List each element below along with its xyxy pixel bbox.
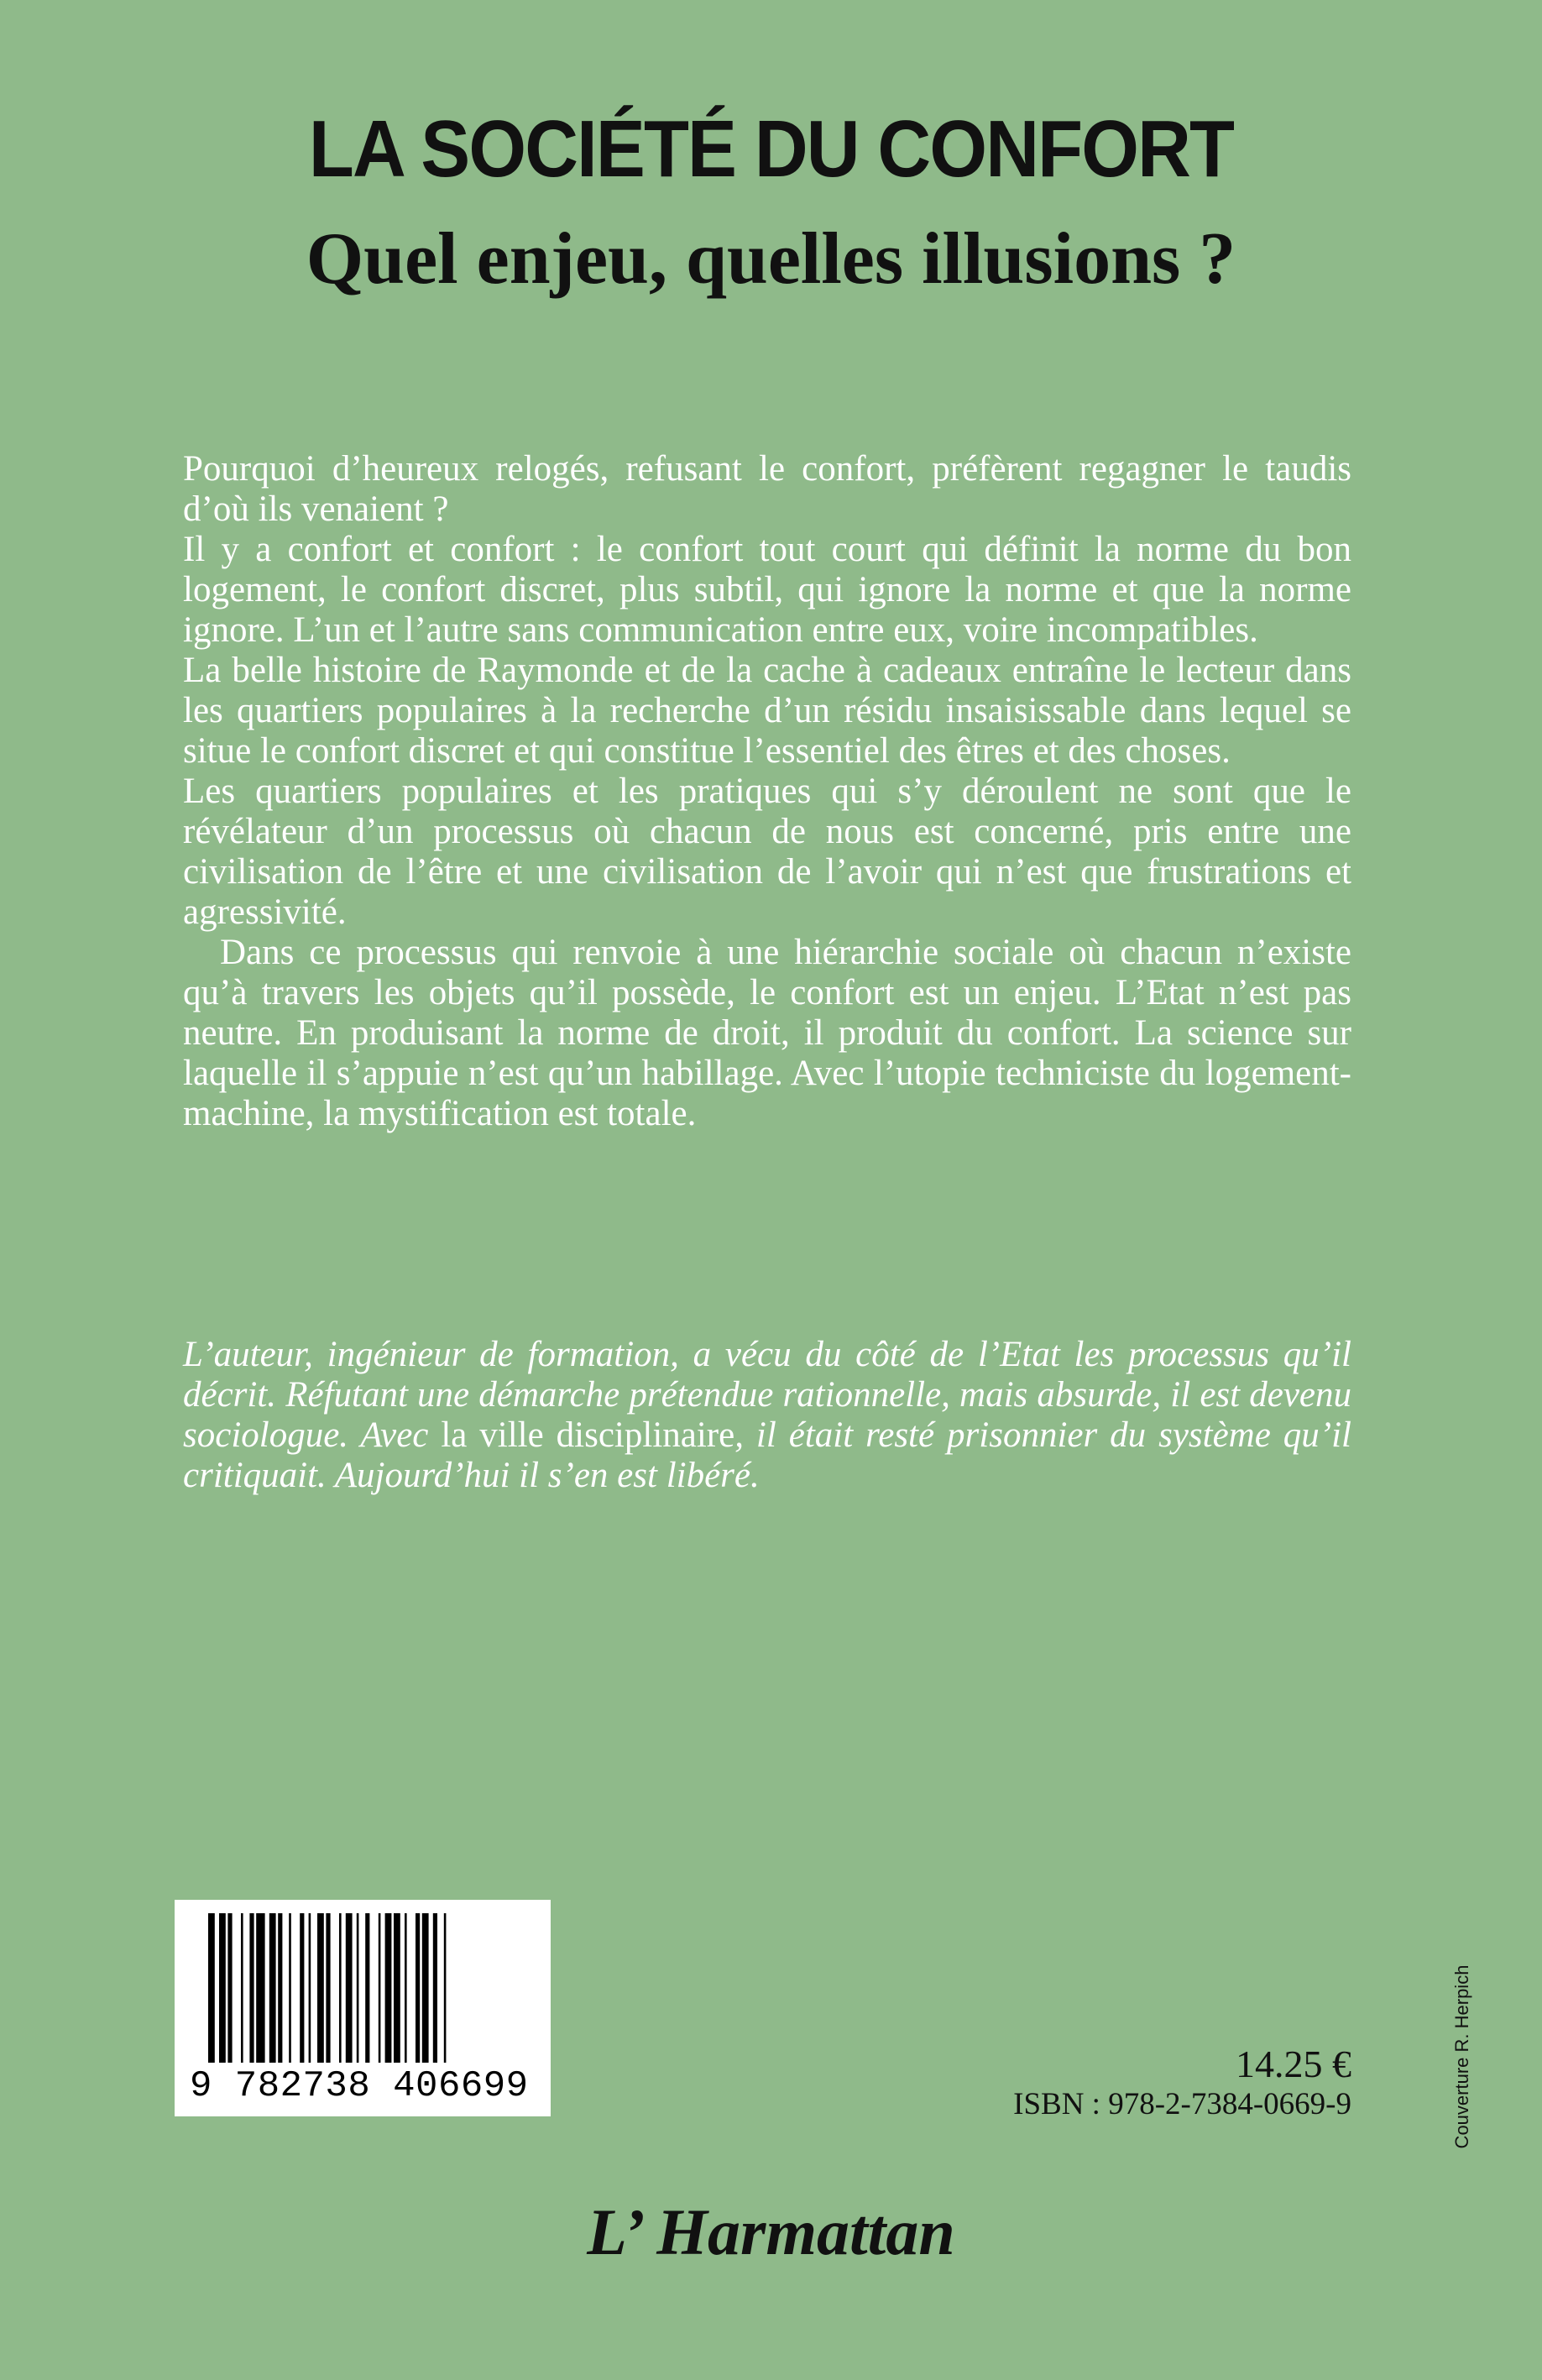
blurb-paragraph: La belle histoire de Raymonde et de la cache à cadeaux entraîne le lecteur dans les quartiers populaires à la recherche d’un résidu insaisissable dans lequel se situe le confort discret et qui constitue l’essentiel des êtres et des choses. — [183, 651, 1351, 771]
barcode-bar — [227, 1913, 232, 2063]
author-note-text: L’auteur, ingénieur de formation, a vécu du côté de l’Etat les processus qu’il décrit. Réfutant une démarche prétendue rationnelle, mais absurde, il est devenu sociologue. Avec — [183, 1335, 1351, 1455]
barcode-bar — [256, 1913, 264, 2063]
barcode-bar — [269, 1913, 276, 2063]
barcode-bar — [208, 1913, 215, 2063]
barcode-bar — [339, 1913, 342, 2063]
isbn: ISBN : 978-2-7384-0669-9 — [1013, 2087, 1351, 2121]
blurb — [183, 449, 1351, 1134]
barcode-bar — [422, 1913, 429, 2063]
barcode-bar — [300, 1913, 304, 2063]
price: 14.25 € — [1236, 2043, 1351, 2085]
barcode-bar — [385, 1913, 392, 2063]
barcode-bar — [326, 1913, 330, 2063]
barcode-bar — [416, 1913, 420, 2063]
barcode-bar — [241, 1913, 243, 2063]
barcode-bar — [379, 1913, 381, 2063]
blurb-paragraph: Les quartiers populaires et les pratiques qui s’y déroulent ne sont que le révélateur d’un processus où chacun de nous est concerné, pris entre une civilisation de l’être et une civilisation de l’avoir qui n’est que frustrations et agressivité. — [183, 772, 1351, 932]
blurb-paragraph: Il y a confort et confort : le confort tout court qui définit la norme du bon logement, le confort discret, plus subtil, qui ignore la norme et que la norme ignore. L’un et l’autre sans communication entre eux, voire incompatibles. — [183, 530, 1351, 650]
barcode-bar — [219, 1913, 226, 2063]
cover-credit-text: Couverture R. Herpich — [1451, 1964, 1472, 2149]
blurb-paragraph: Dans ce processus qui renvoie à une hiérarchie sociale où chacun n’existe qu’à travers les objets qu’il possède, le confort est un enjeu. L’Etat n’est pas neutre. En produisant la norme de droit, il produit du confort. La science sur laquelle il s’appuie n’est qu’un habillage. Avec l’utopie techniciste du logement-machine, la mystification est totale. — [183, 933, 1351, 1133]
book-title: LA SOCIÉTÉ DU CONFORT — [308, 104, 1234, 194]
barcode-bar — [346, 1913, 353, 2063]
barcode-bar — [317, 1913, 324, 2063]
barcode-digits: 9 782738 406699 — [190, 2065, 529, 2107]
barcode-bar — [405, 1913, 407, 2063]
book-subtitle: Quel enjeu, quelles illusions ? — [306, 218, 1236, 300]
barcode-bar — [444, 1913, 447, 2063]
barcode-bar — [357, 1913, 359, 2063]
barcode-bar — [249, 1913, 254, 2063]
publisher-logo: L’ Harmattan — [587, 2195, 955, 2268]
barcode — [175, 1900, 551, 2116]
barcode-bar — [394, 1913, 400, 2063]
blurb-paragraph: Pourquoi d’heureux relogés, refusant le confort, préfèrent regagner le taudis d’où ils venaient ? — [183, 449, 1351, 529]
barcode-bar — [365, 1913, 369, 2063]
author-note-text: , il était resté prisonnier du système qu’il critiquait. Aujourd’hui il s’en est libéré. — [183, 1415, 1351, 1495]
barcode-bar — [278, 1913, 282, 2063]
barcode-bar — [309, 1913, 311, 2063]
barcode-bar — [289, 1913, 291, 2063]
author-note — [183, 1335, 1351, 1496]
barcode-bar — [433, 1913, 437, 2063]
author-book-title: la ville disciplinaire — [441, 1415, 735, 1455]
barcode-bars — [208, 1913, 519, 2073]
